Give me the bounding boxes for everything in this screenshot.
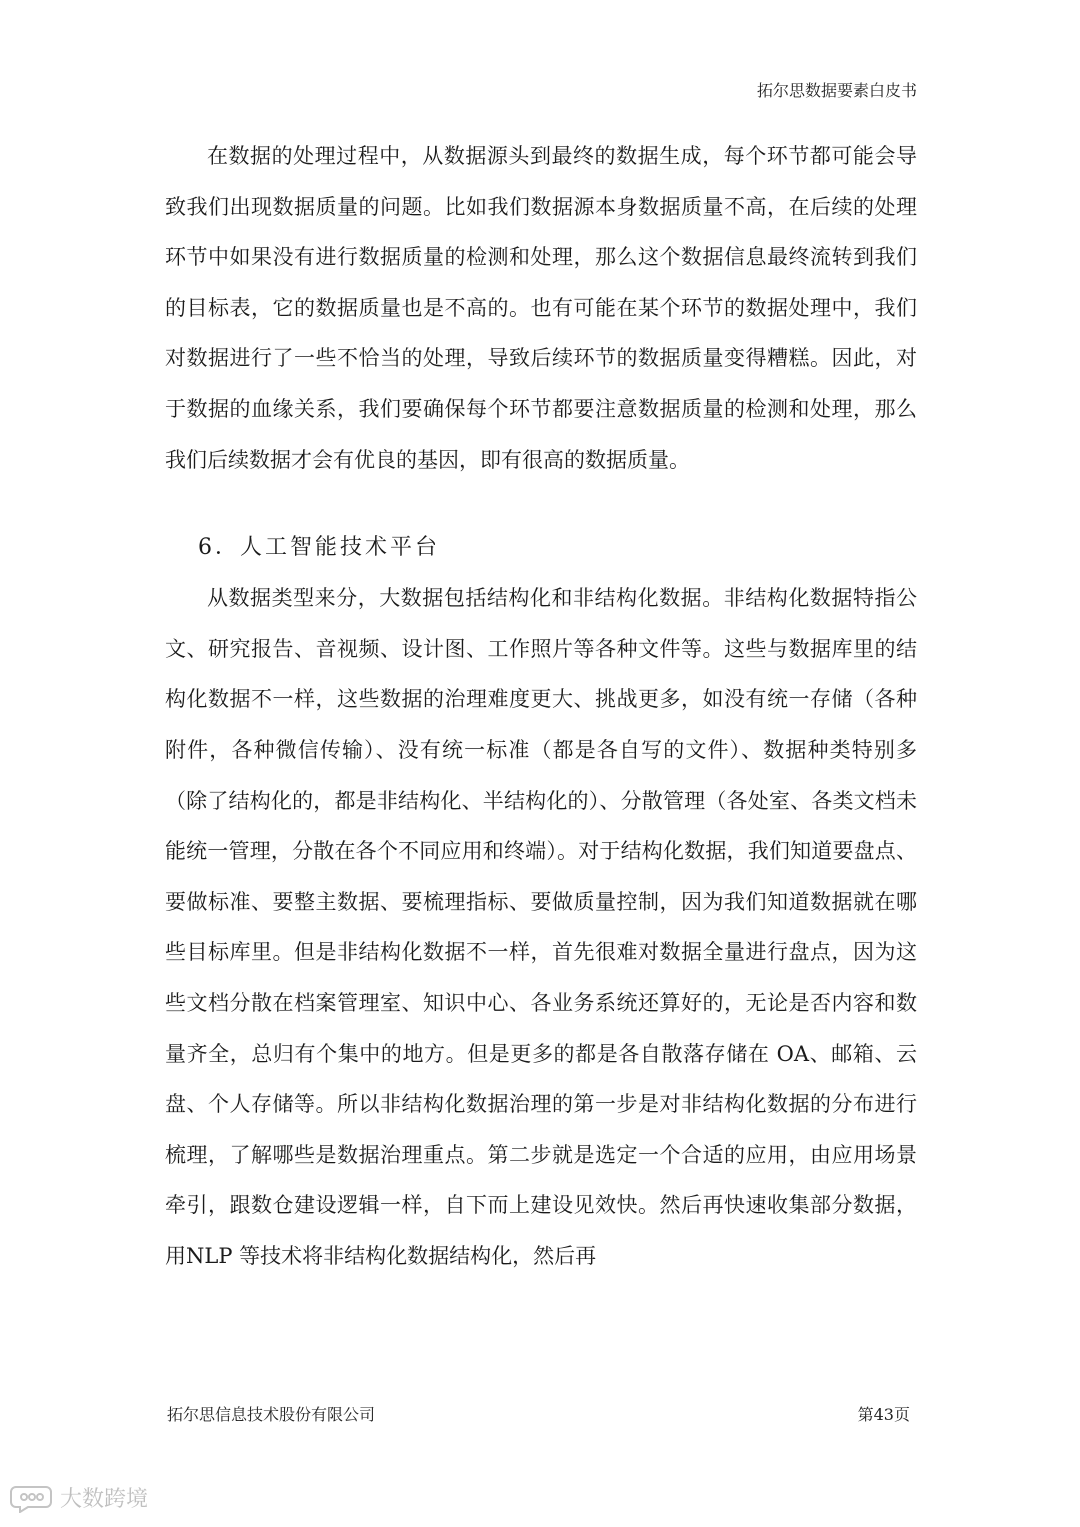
page-header-title: 拓尔思数据要素白皮书 <box>756 81 917 100</box>
footer-page-number: 第43页 <box>857 1405 910 1424</box>
section-heading: 6．人工智能技术平台 <box>198 535 440 561</box>
footer-company: 拓尔思信息技术股份有限公司 <box>167 1405 376 1424</box>
watermark-text: 大数跨境 <box>60 1487 149 1512</box>
speech-bubble-logo-icon <box>10 1483 54 1513</box>
paragraph-ai-platform: 从数据类型来分，大数据包括结构化和非结构化数据。非结构化数据特指公文、研究报告、音视频、设计图、工作照片等各种文件等。这些与数据库里的结构化数据不一样，这些数据的治理难度更大、挑战更多，如没有统一存储（各种附件，各种微信传输）、没有统一标准（都是各自写的文件）、数据种类特别多（除了结构化的，都是非结构化、半结构化的）、分散管理（各处室、各类文档未能统一管理，分散在各个不同应用和终端）。对于结构化数据，我们知道要盘点、要做标准、要整主数据、要梳理指标、要做质量控制，因为我们知道数据就在哪些目标库里。但是非结构化数据不一样，首先很难对数据全量进行盘点，因为这些文档分散在档案管理室、知识中心、各业务系统还算好的，无论是否内容和数量齐全，总归有个集中的地方。但是更多的都是各自散落存储在 OA、邮箱、云盘、个人存储等。所以非结构化数据治理的第一步是对非结构化数据的分布进行梳理，了解哪些是数据治理重点。第二步就是选定一个合适的应用，由应用场景牵引，跟数仓建设逻辑一样，自下而上建设见效快。然后再快速收集部分数据，用NLP 等技术将非结构化数据结构化，然后再 <box>165 586 917 1268</box>
watermark <box>10 1482 148 1513</box>
paragraph-data-quality: 在数据的处理过程中，从数据源头到最终的数据生成，每个环节都可能会导致我们出现数据质量的问题。比如我们数据源本身数据质量不高，在后续的处理环节中如果没有进行数据质量的检测和处理，那么这个数据信息最终流转到我们的目标表，它的数据质量也是不高的。也有可能在某个环节的数据处理中，我们对数据进行了一些不恰当的处理，导致后续环节的数据质量变得糟糕。因此，对于数据的血缘关系，我们要确保每个环节都要注意数据质量的检测和处理，那么我们后续数据才会有优良的基因，即有很高的数据质量。 <box>165 144 917 472</box>
document-body <box>165 131 917 1281</box>
